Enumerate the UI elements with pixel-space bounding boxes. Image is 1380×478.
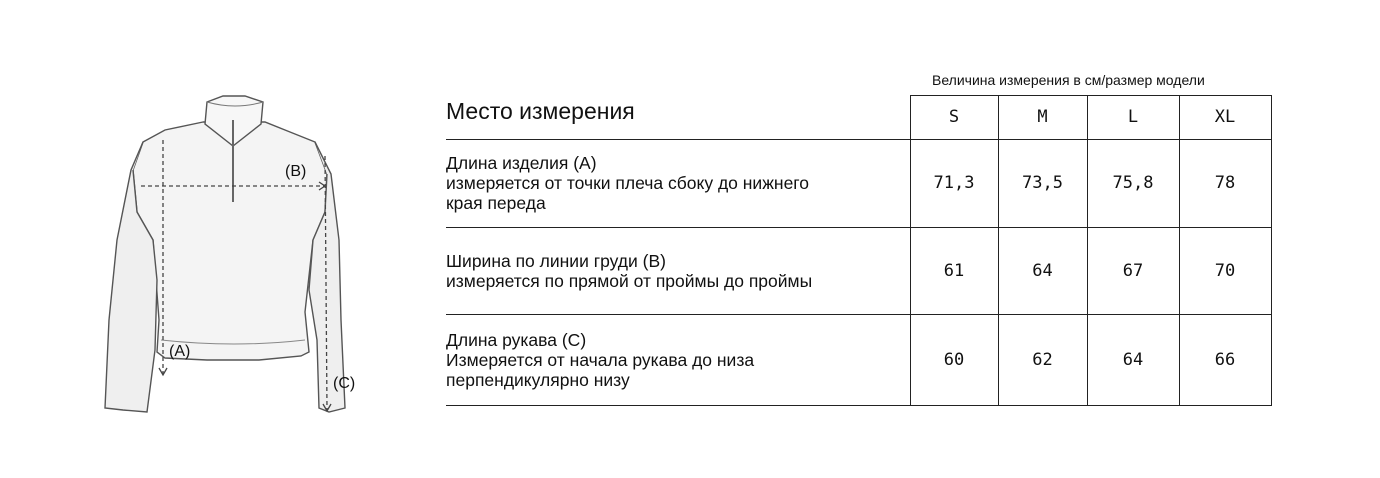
row-description xyxy=(446,139,910,227)
cell-value: 62 xyxy=(998,314,1087,405)
header-size-xl: XL xyxy=(1179,96,1271,140)
cell-value: 78 xyxy=(1179,139,1271,227)
row-desc-line: измеряется от точки плеча сбоку до нижнего xyxy=(446,173,810,193)
header-size-l: L xyxy=(1087,96,1179,140)
row-description xyxy=(446,314,910,405)
cell-value: 60 xyxy=(910,314,998,405)
row-desc-line: края переда xyxy=(446,193,546,213)
row-desc-line: Измеряется от начала рукава до низа xyxy=(446,349,755,370)
header-size-s: S xyxy=(910,96,998,140)
cell-value: 61 xyxy=(910,227,998,314)
label-c: (C) xyxy=(333,375,356,392)
cell-value: 73,5 xyxy=(998,139,1087,227)
table-row xyxy=(446,227,1271,314)
size-chart-table xyxy=(446,95,1272,406)
sweater-body xyxy=(133,122,327,360)
row-title: Ширина по линии груди (B) xyxy=(446,250,666,271)
table-row xyxy=(446,314,1271,405)
header-size-m: M xyxy=(998,96,1087,140)
row-description xyxy=(446,227,910,314)
cell-value: 75,8 xyxy=(1087,139,1179,227)
row-desc-line: перпендикулярно низу xyxy=(446,369,630,390)
header-measurement-place: Место измерения xyxy=(446,96,910,140)
row-desc-line: измеряется по прямой от проймы до проймы xyxy=(446,270,813,291)
table-row xyxy=(446,139,1271,227)
cell-value: 67 xyxy=(1087,227,1179,314)
cell-value: 71,3 xyxy=(910,139,998,227)
cell-value: 64 xyxy=(998,227,1087,314)
row-title: Длина рукава (C) xyxy=(446,329,587,350)
label-a: (A) xyxy=(169,343,191,360)
garment-illustration xyxy=(95,90,375,420)
table-header-row xyxy=(446,96,1271,140)
cell-value: 64 xyxy=(1087,314,1179,405)
label-b: (B) xyxy=(285,163,307,180)
measurement-caption: Величина измерения в см/размер модели xyxy=(932,72,1205,88)
cell-value: 70 xyxy=(1179,227,1271,314)
row-title: Длина изделия (A) xyxy=(446,153,597,173)
cell-value: 66 xyxy=(1179,314,1271,405)
